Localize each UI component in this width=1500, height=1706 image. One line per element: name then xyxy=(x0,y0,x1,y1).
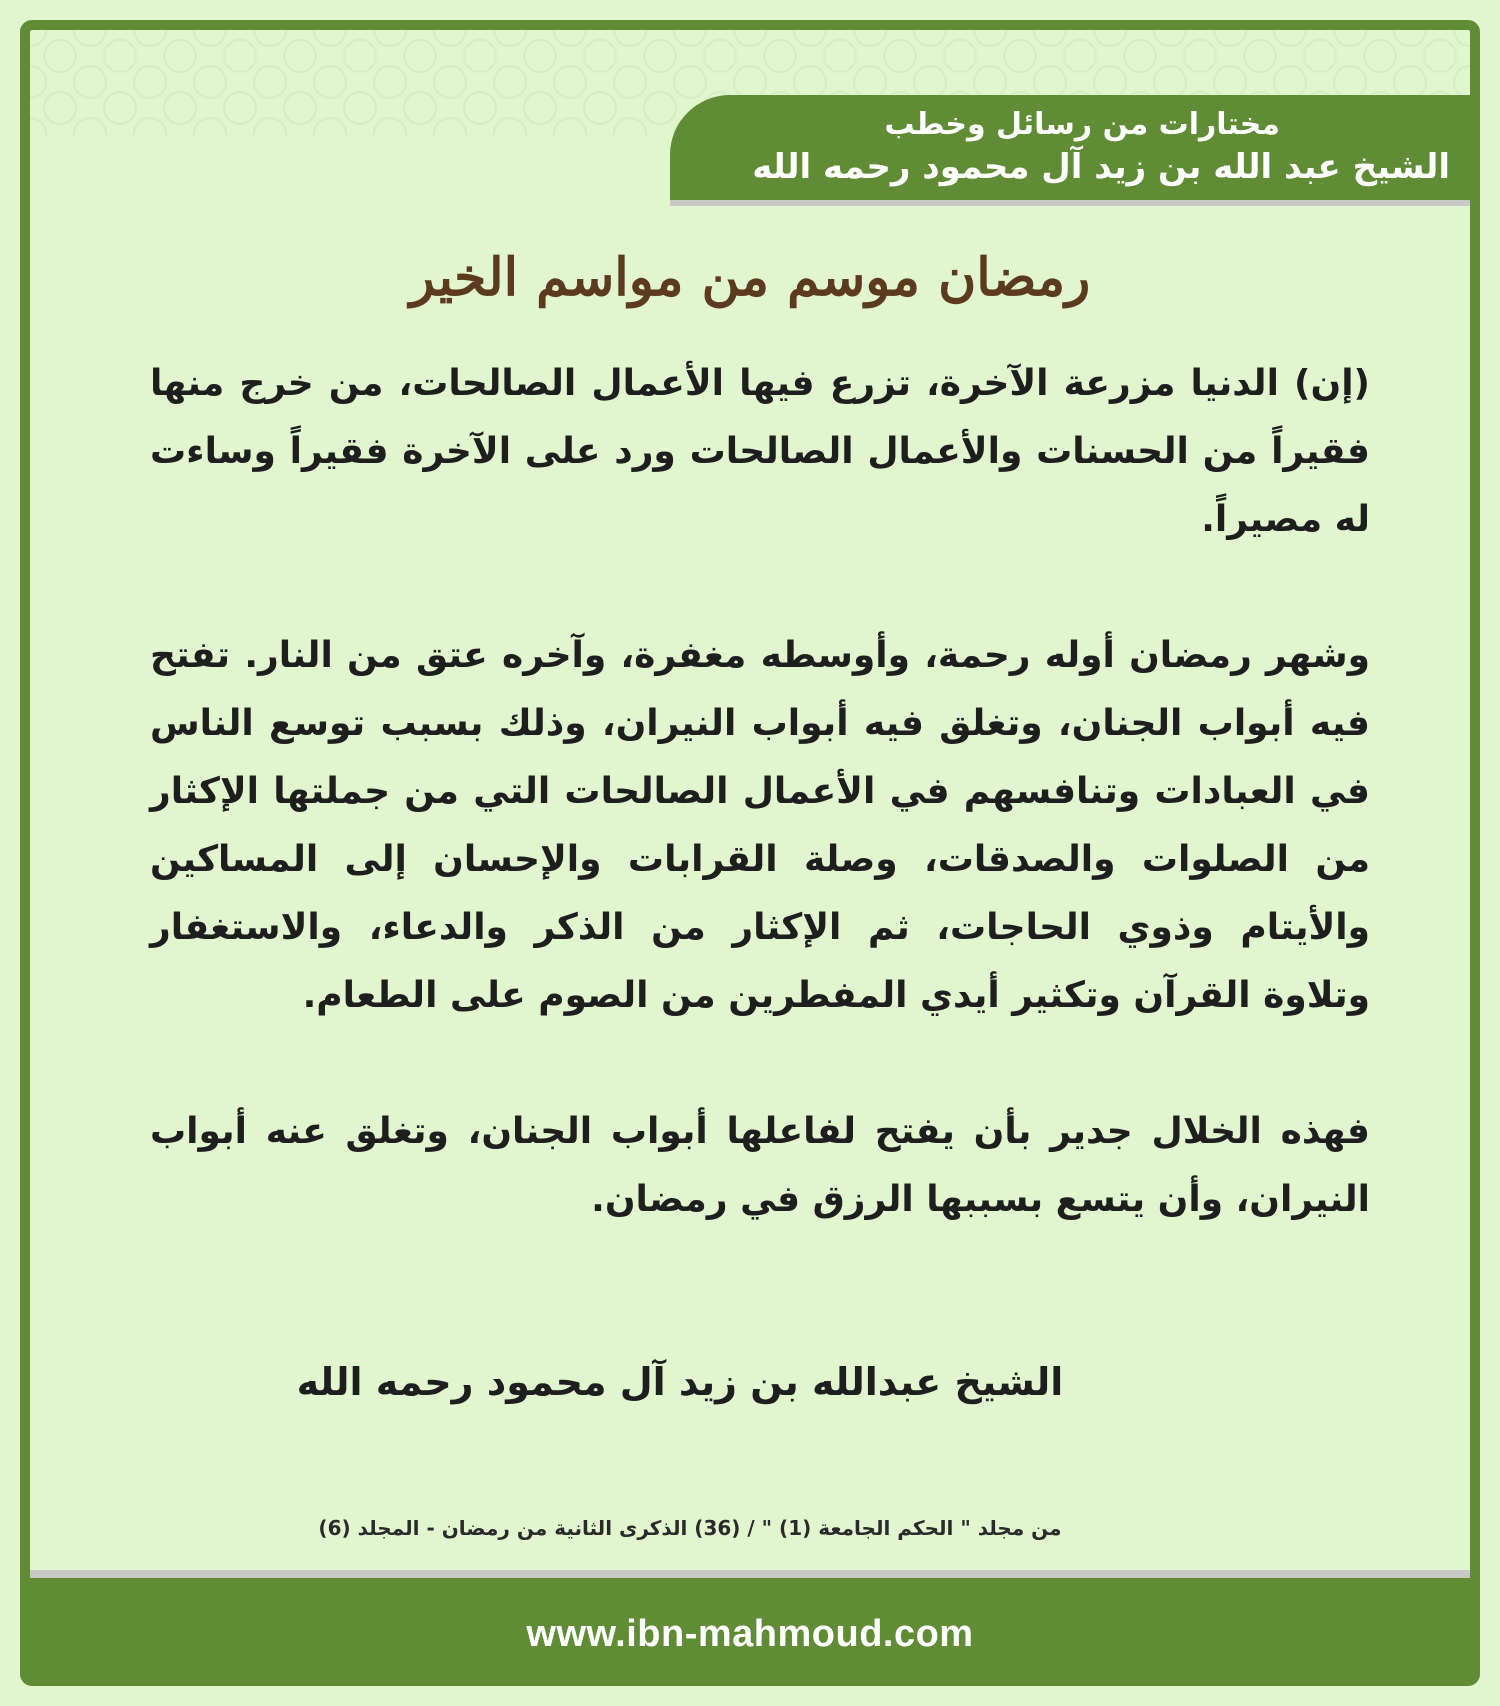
paragraph-2: وشهر رمضان أوله رحمة، وأوسطه مغفرة، وآخره عتق من النار. تفتح فيه أبواب الجنان، وتغلق فيه أبواب النيران، وذلك بسبب توسع الناس في العبادات وتنافسهم في الأعمال الصالحات التي من جملتها الإكثار من الصلوات والصدقات، وصلة القرابات والإحسان إلى المساكين والأيتام وذوي الحاجات، ثم الإكثار من الذكر والدعاء، والاستغفار وتلاوة القرآن وتكثير أيدي المفطرين من الصوم على الطعام. xyxy=(150,635,1370,1016)
article-body xyxy=(150,350,1370,1302)
author-signature: الشيخ عبدالله بن زيد آل محمود رحمه الله xyxy=(296,1360,1064,1404)
website-link[interactable]: www.ibn-mahmoud.com xyxy=(526,1613,974,1655)
source-citation: من مجلد " الحكم الجامعة (1) " / (36) الذكرى الثانية من رمضان - المجلد (6) xyxy=(318,1516,1062,1540)
page-title: رمضان موسم من مواسم الخير xyxy=(409,247,1091,308)
header-banner xyxy=(670,95,1470,200)
paragraph-3: فهذه الخلال جدير بأن يفتح لفاعلها أبواب الجنان، وتغلق عنه أبواب النيران، وأن يتسع بسببها الرزق في رمضان. xyxy=(150,1111,1370,1220)
footer-divider xyxy=(30,1570,1470,1578)
header-series-title: مختارات من رسائل وخطب xyxy=(884,107,1280,142)
header-author-name: الشيخ عبد الله بن زيد آل محمود رحمه الله xyxy=(752,147,1450,187)
footer-bar xyxy=(30,1578,1470,1686)
card-frame xyxy=(20,20,1480,1686)
paragraph-1: (إن) الدنيا مزرعة الآخرة، تزرع فيها الأعمال الصالحات، من خرج منها فقيراً من الحسنات والأعمال الصالحات ورد على الآخرة فقيراً وساءت له مصيراً. xyxy=(150,363,1370,540)
